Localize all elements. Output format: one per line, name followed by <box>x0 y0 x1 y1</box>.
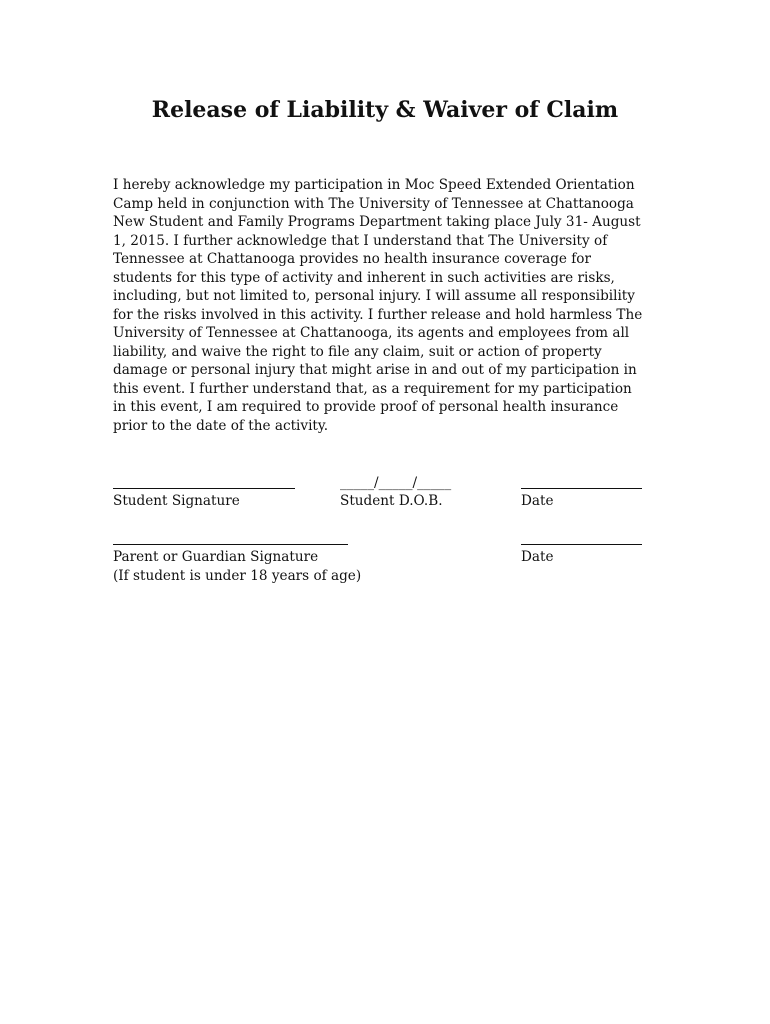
body-line: damage or personal injury that might arise in and out of my participation in <box>113 362 637 378</box>
student-dob-label: Student D.O.B. <box>340 493 443 509</box>
parent-signature-label: Parent or Guardian Signature <box>113 549 319 565</box>
body-line: I hereby acknowledge my participation in Moc Speed Extended Orientation <box>113 177 635 193</box>
student-signature-label: Student Signature <box>113 493 240 509</box>
date-label-2: Date <box>521 549 554 565</box>
body-line: liability, and waive the right to file any claim, suit or action of property <box>113 343 602 360</box>
body-line: University of Tennessee at Chattanooga, its agents and employees from all <box>113 325 630 341</box>
body-line: in this event, I am required to provide proof of personal health insurance <box>113 399 619 415</box>
student-dob-blank[interactable]: _____/_____/_____ <box>340 475 452 491</box>
body-line: 1, 2015. I further acknowledge that I understand that The University of <box>113 232 608 249</box>
body-line: Tennessee at Chattanooga provides no health insurance coverage for <box>113 251 591 267</box>
date-line-1[interactable] <box>521 488 642 489</box>
body-line: Camp held in conjunction with The University of Tennessee at Chattanooga <box>113 195 634 212</box>
parent-note: (If student is under 18 years of age) <box>113 568 362 584</box>
date-line-2[interactable] <box>521 544 642 545</box>
body-line: for the risks involved in this activity. I further release and hold harmless The <box>113 306 643 323</box>
body-line: students for this type of activity and inherent in such activities are risks, <box>113 269 615 286</box>
date-label-1: Date <box>521 493 554 509</box>
document-title: Release of Liability & Waiver of Claim <box>151 97 619 123</box>
student-signature-line[interactable] <box>113 488 295 489</box>
body-line: prior to the date of the activity. <box>113 417 329 434</box>
parent-signature-line[interactable] <box>113 544 348 545</box>
waiver-body <box>113 176 673 435</box>
body-line: this event. I further understand that, as a requirement for my participation <box>113 380 632 397</box>
body-line: New Student and Family Programs Department taking place July 31- August <box>113 214 641 230</box>
body-line: including, but not limited to, personal injury. I will assume all responsibility <box>113 288 635 304</box>
